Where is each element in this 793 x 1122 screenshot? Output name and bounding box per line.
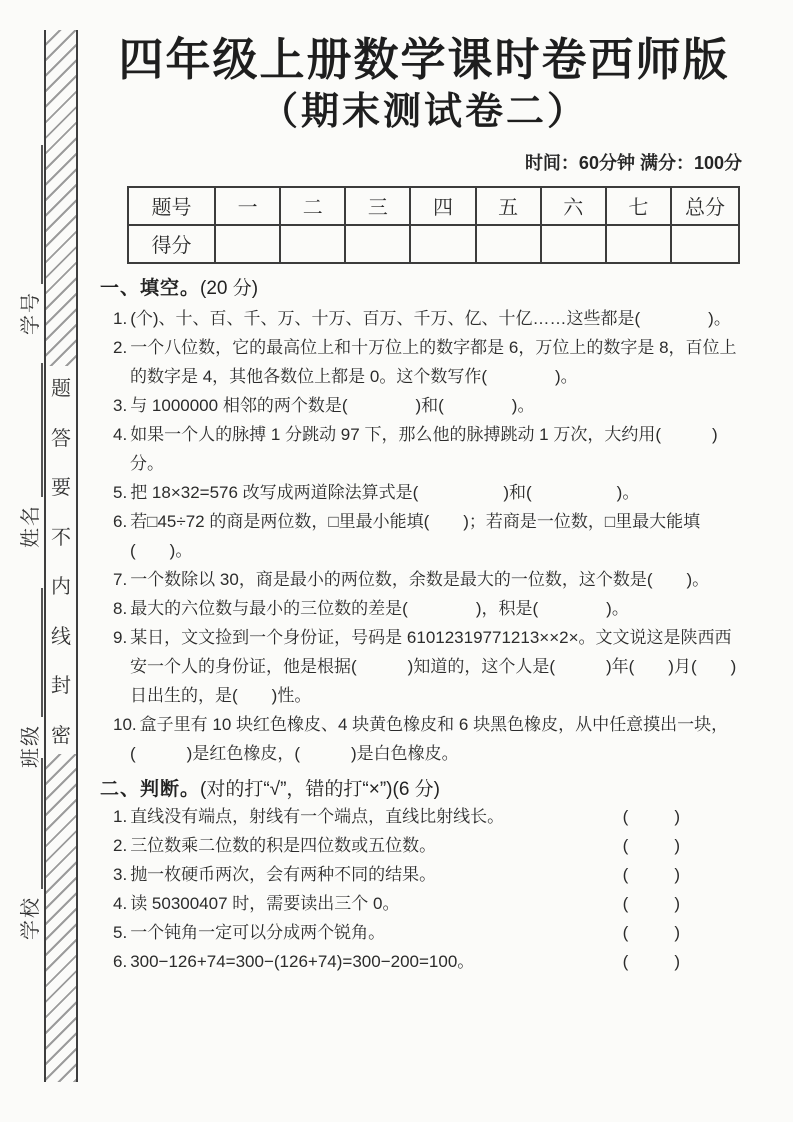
seal-line-strip	[44, 30, 78, 1082]
item-text: 一个数除以 30，商是最小的两位数，余数是最大的一位数，这个数是( )。	[130, 569, 710, 589]
school-field	[16, 758, 43, 940]
score-blank-cell	[476, 225, 541, 263]
question-column-cell: 二	[280, 187, 345, 225]
student-id-field	[16, 145, 43, 335]
question-column-cell: 七	[606, 187, 671, 225]
section1-heading-title: 一、填空。	[100, 277, 201, 299]
item-text: (个)、十、百、千、万、十万、百万、千万、亿、十亿……这些都是( )。	[130, 308, 731, 328]
item-text: 把 18×32=576 改写成两道除法算式是( )和( )。	[130, 482, 640, 502]
section2-heading-points: (对的打“√”，错的打“×”)(6 分)	[200, 778, 441, 800]
section2-heading-title: 二、判断。	[100, 778, 201, 800]
answer-parentheses: ( )	[622, 951, 684, 971]
item-number: 5.	[113, 482, 128, 502]
answer-parentheses: ( )	[622, 806, 684, 826]
fill-item-9	[100, 623, 748, 710]
seal-hatch-top	[46, 30, 76, 366]
score-blank-cell	[671, 225, 739, 263]
seal-char: 题	[51, 378, 71, 400]
score-blank-cell	[345, 225, 410, 263]
exam-title: 四年级上册数学课时卷西师版	[118, 34, 730, 85]
fill-item-6	[100, 507, 748, 565]
school-label: 学校	[20, 896, 42, 940]
seal-char: 线	[51, 625, 71, 648]
item-text: 一个八位数，它的最高位上和十万位上的数字都是 6，万位上的数字是 8，百位上的数字是 4，其他各数位上都是 0。这个数写作( )。	[130, 337, 737, 386]
item-text: 若□45÷72 的商是两位数，□里最小能填( )；若商是一位数，□里最大能填( )。	[130, 511, 701, 560]
answer-parentheses: ( )	[622, 893, 684, 913]
item-number: 3.	[113, 864, 128, 884]
item-text: 某日，文文捡到一个身份证，号码是 61012319771213××2×。文文说这是陕西西安一个人的身份证，他是根据( )知道的，这个人是( )年( )月( )日出生的，是( )性。	[130, 627, 737, 705]
fill-item-10	[100, 710, 748, 768]
item-number: 4.	[113, 424, 128, 444]
seal-char: 内	[51, 576, 71, 599]
question-column-cell: 五	[476, 187, 541, 225]
school-blank-line	[20, 758, 43, 889]
item-text: 读 50300407 时，需要读出三个 0。	[130, 893, 400, 913]
class-label: 班级	[20, 724, 42, 768]
score-table-score-row	[128, 225, 739, 263]
fill-item-2	[100, 333, 748, 391]
answer-parentheses: ( )	[622, 835, 684, 855]
fill-item-8	[100, 594, 748, 623]
judge-item-5	[100, 918, 748, 947]
seal-char: 答	[51, 427, 71, 450]
item-text: 直线没有端点，射线有一个端点，直线比射线长。	[130, 806, 505, 826]
fill-item-1	[100, 304, 748, 333]
seal-char: 不	[51, 526, 71, 549]
seal-char: 封	[51, 675, 71, 698]
item-number: 1.	[113, 308, 128, 328]
item-number: 2.	[113, 337, 128, 357]
question-column-cell: 三	[345, 187, 410, 225]
score-summary-table	[127, 186, 740, 264]
score-table-header-row	[128, 187, 739, 225]
item-text: 一个钝角一定可以分成两个锐角。	[130, 922, 386, 942]
item-number: 8.	[113, 598, 128, 618]
fill-item-5	[100, 478, 748, 507]
item-text: 与 1000000 相邻的两个数是( )和( )。	[130, 395, 535, 415]
answer-parentheses: ( )	[622, 864, 684, 884]
section1-heading-points: (20 分)	[200, 277, 259, 299]
item-number: 3.	[113, 395, 128, 415]
score-blank-cell	[541, 225, 606, 263]
question-column-cell: 四	[410, 187, 475, 225]
student-name-label: 姓名	[20, 504, 42, 548]
seal-char: 密	[51, 724, 71, 747]
student-name-blank-line	[20, 363, 43, 497]
judge-item-2	[100, 831, 748, 860]
item-number: 10.	[113, 714, 137, 734]
score-blank-cell	[606, 225, 671, 263]
class-blank-line	[20, 588, 43, 717]
item-text: 最大的六位数与最小的三位数的差是( )，积是( )。	[130, 598, 629, 618]
seal-warning-text	[46, 366, 76, 754]
question-column-cell: 六	[541, 187, 606, 225]
score-blank-cell	[280, 225, 345, 263]
item-number: 4.	[113, 893, 128, 913]
item-text: 三位数乘二位数的积是四位数或五位数。	[130, 835, 437, 855]
fill-item-3	[100, 391, 748, 420]
item-number: 9.	[113, 627, 128, 647]
item-number: 1.	[113, 806, 128, 826]
item-text: 300−126+74=300−(126+74)=300−200=100。	[130, 951, 475, 971]
question-number-header-cell: 题号	[128, 187, 215, 225]
time-and-score-info: 时间：60分钟 满分：100分	[524, 152, 742, 173]
exam-subtitle: （期末测试卷二）	[259, 91, 588, 134]
class-field	[16, 588, 43, 768]
section1-heading	[100, 277, 748, 301]
judge-item-3	[100, 860, 748, 889]
item-text: 如果一个人的脉搏 1 分跳动 97 下，那么他的脉搏跳动 1 万次，大约用( )分。	[130, 424, 718, 473]
item-number: 5.	[113, 922, 128, 942]
fill-item-7	[100, 565, 748, 594]
seal-char: 要	[51, 477, 71, 500]
total-score-header-cell: 总分	[671, 187, 739, 225]
answer-parentheses: ( )	[622, 922, 684, 942]
section2-items	[100, 802, 748, 976]
item-number: 7.	[113, 569, 128, 589]
score-blank-cell	[215, 225, 280, 263]
item-number: 2.	[113, 835, 128, 855]
judge-item-1	[100, 802, 748, 831]
judge-item-6	[100, 947, 748, 976]
student-id-label: 学号	[20, 291, 42, 335]
question-column-cell: 一	[215, 187, 280, 225]
judge-item-4	[100, 889, 748, 918]
fill-item-4	[100, 420, 748, 478]
seal-hatch-bottom	[46, 754, 76, 1082]
item-number: 6.	[113, 511, 128, 531]
student-name-field	[16, 363, 43, 548]
item-text: 抛一枚硬币两次，会有两种不同的结果。	[130, 864, 437, 884]
student-id-blank-line	[20, 145, 43, 284]
exam-content	[100, 0, 748, 976]
score-blank-cell	[410, 225, 475, 263]
item-text: 盒子里有 10 块红色橡皮、4 块黄色橡皮和 6 块黑色橡皮，从中任意摸出一块，( )是红色橡皮，( )是白色橡皮。	[130, 714, 729, 763]
section1-items	[100, 304, 748, 768]
item-number: 6.	[113, 951, 128, 971]
score-row-label-cell: 得分	[128, 225, 215, 263]
section2-heading	[100, 778, 748, 802]
